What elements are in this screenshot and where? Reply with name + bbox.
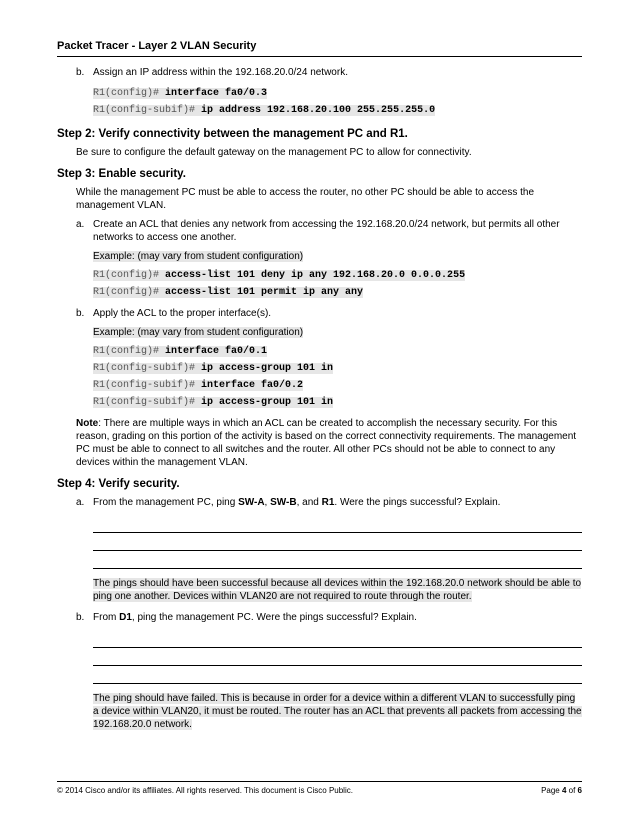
code-block	[57, 343, 582, 411]
code-line: R1(config-subif)# ip address 192.168.20.100 255.255.255.0	[93, 105, 436, 116]
note-label: Note	[76, 418, 99, 429]
step3-item-b	[57, 307, 582, 320]
page-footer	[57, 781, 582, 795]
item-text: Apply the ACL to the proper interface(s).	[93, 308, 272, 319]
item-letter: b.	[76, 308, 85, 319]
page-number: Page 4 of 6	[541, 786, 582, 795]
code-line: R1(config)# interface fa0/0.1	[93, 346, 268, 357]
step1-item-b	[57, 66, 582, 79]
answer-text: The pings should have been successful because all devices within the 192.168.20.0 network should be able to ping one another. Devices within VLAN20 are not required to route through the router.	[93, 578, 582, 602]
step2-text: Be sure to configure the default gateway on the management PC to allow for connectivity.	[76, 147, 472, 158]
answer-line	[93, 551, 582, 569]
code-line: R1(config-subif)# ip access-group 101 in	[93, 363, 334, 374]
page-header	[57, 40, 582, 57]
step3-item-a	[57, 218, 582, 244]
answer-line	[93, 666, 582, 684]
answer-line	[93, 630, 582, 648]
step4-item-a: a. From the management PC, ping SW-A, SW-B, and R1. Were the pings successful? Explain.	[76, 497, 501, 508]
step3-text: While the management PC must be able to access the router, no other PC should be able to access the management VLAN.	[76, 187, 535, 211]
code-block	[57, 267, 582, 301]
item-letter: b.	[76, 612, 85, 623]
answer-line	[93, 648, 582, 666]
item-text: Create an ACL that denies any network from accessing the 192.168.20.0/24 network, but permits all other networks to access one another.	[93, 219, 560, 243]
header-title: Packet Tracer - Layer 2 VLAN Security	[57, 40, 257, 52]
item-text: Assign an IP address within the 192.168.20.0/24 network.	[93, 67, 348, 78]
footer-copyright: © 2014 Cisco and/or its affiliates. All rights reserved. This document is Cisco Public.	[57, 786, 353, 795]
item-letter: a.	[76, 219, 85, 230]
step4-item-b: b. From D1, ping the management PC. Were the pings successful? Explain.	[76, 612, 417, 623]
note-paragraph	[57, 417, 582, 469]
item-letter: a.	[76, 497, 85, 508]
example-label: Example: (may vary from student configuration)	[93, 327, 304, 338]
note-text: : There are multiple ways in which an ACL can be created to accomplish the necessary security. For this reason, grading on this portion of the activity is based on the correct connectivity requirements. The management PC must be able to connect to all switches and the router. All other PCs should not be able to connect to any devices within the management VLAN.	[76, 418, 577, 468]
item-letter: b.	[76, 67, 85, 78]
answer-line	[93, 533, 582, 551]
code-line: R1(config)# interface fa0/0.3	[93, 88, 268, 99]
code-line: R1(config)# access-list 101 deny ip any 192.168.20.0 0.0.0.255	[93, 270, 466, 281]
code-line: R1(config)# access-list 101 permit ip any any	[93, 287, 364, 298]
answer-line	[93, 515, 582, 533]
example-label: Example: (may vary from student configuration)	[93, 251, 304, 262]
answer-text: The ping should have failed. This is because in order for a device within a different VLAN to successfully ping a device within VLAN20, it must be routed. The router has an ACL that prevents all packets from accessing the 192.168.20.0 network.	[93, 693, 582, 730]
code-line: R1(config-subif)# ip access-group 101 in	[93, 397, 334, 408]
code-block	[57, 85, 582, 119]
code-line: R1(config-subif)# interface fa0/0.2	[93, 380, 304, 391]
step2-heading: Step 2: Verify connectivity between the management PC and R1.	[57, 128, 408, 140]
document-body	[57, 66, 582, 739]
step4-heading: Step 4: Verify security.	[57, 478, 180, 490]
step3-heading: Step 3: Enable security.	[57, 168, 186, 180]
